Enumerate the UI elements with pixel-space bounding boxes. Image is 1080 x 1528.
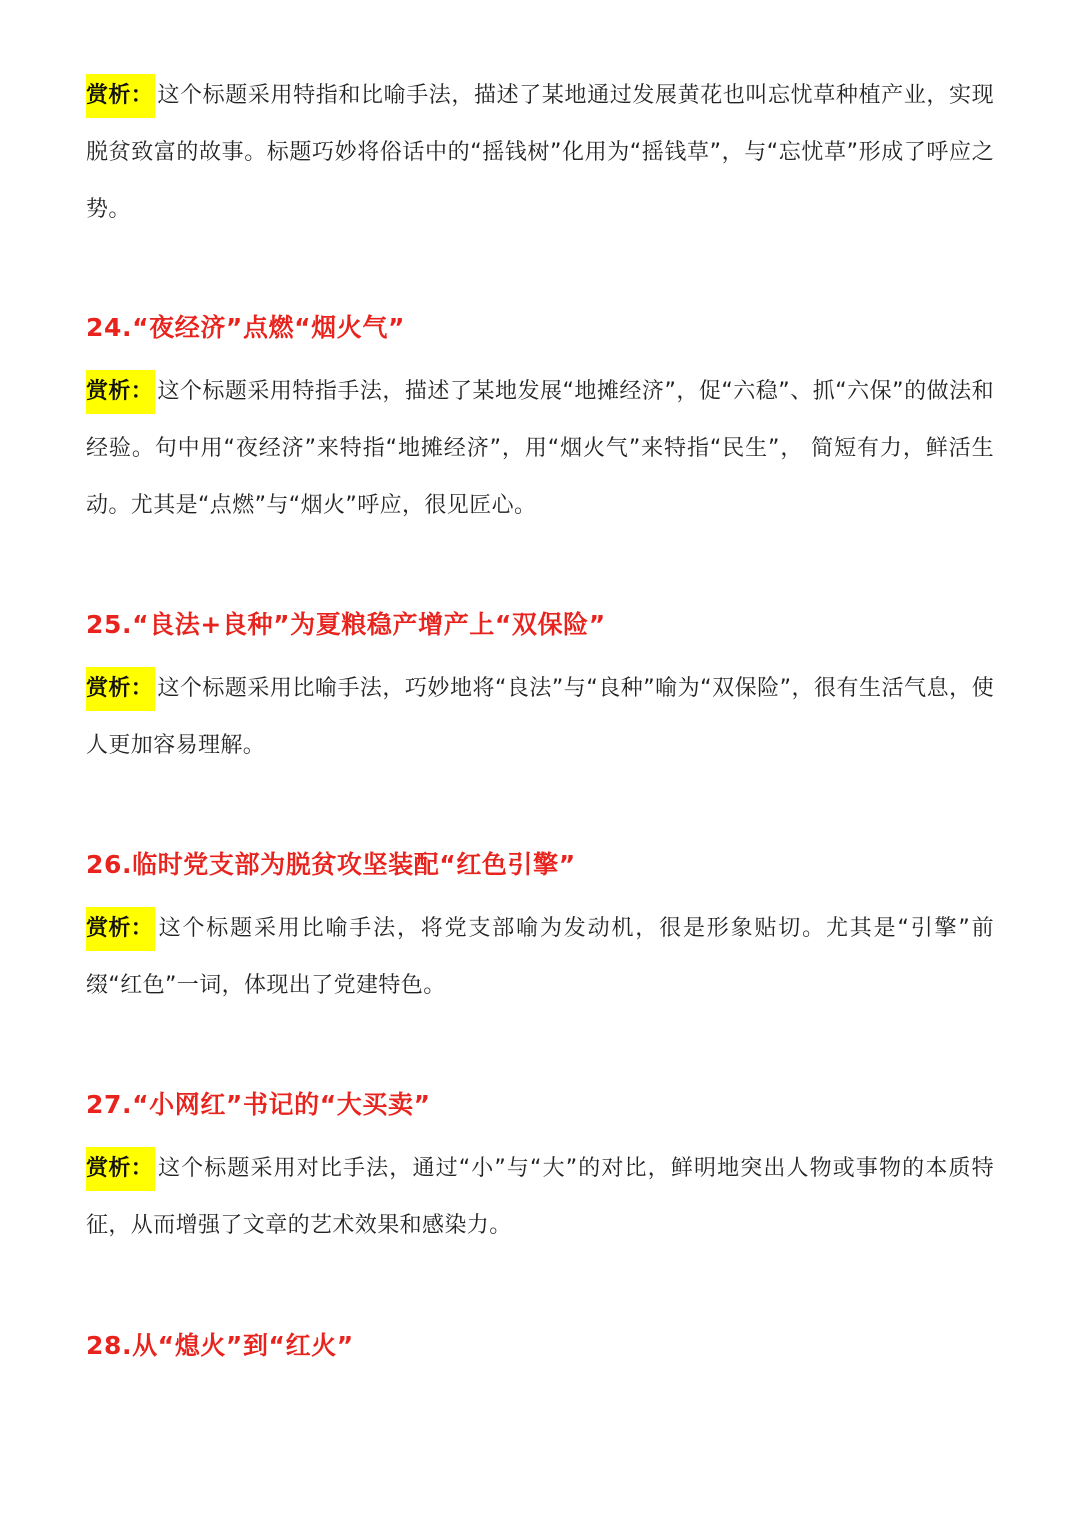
analysis-label: 赏析： xyxy=(86,370,155,414)
section-24-analysis xyxy=(86,363,994,534)
section-heading: 24.“夜经济”点燃“烟火气” xyxy=(86,313,406,342)
section-26-analysis xyxy=(86,900,994,1014)
section-28 xyxy=(86,1326,994,1366)
section-27-analysis xyxy=(86,1140,994,1254)
analysis-text: 这个标题采用比喻手法，将党支部喻为发动机，很是形象贴切。尤其是“引擎”前缀“红色”一词，体现出了党建特色。 xyxy=(86,916,994,998)
section-25 xyxy=(86,605,994,645)
analysis-paragraph xyxy=(86,67,994,238)
section-heading: 27.“小网红”书记的“大买卖” xyxy=(86,1090,431,1119)
section-23 xyxy=(86,67,994,238)
analysis-label: 赏析： xyxy=(86,667,155,711)
analysis-label: 赏析： xyxy=(86,1147,155,1191)
analysis-label: 赏析： xyxy=(86,74,155,118)
analysis-paragraph xyxy=(86,363,994,534)
section-26 xyxy=(86,845,994,885)
analysis-text: 这个标题采用对比手法，通过“小”与“大”的对比，鲜明地突出人物或事物的本质特征，从而增强了文章的艺术效果和感染力。 xyxy=(86,1156,994,1238)
section-27 xyxy=(86,1085,994,1125)
section-25-analysis xyxy=(86,660,994,774)
analysis-text: 这个标题采用特指和比喻手法，描述了某地通过发展黄花也叫忘忧草种植产业，实现脱贫致富的故事。标题巧妙将俗话中的“摇钱树”化用为“摇钱草”，与“忘忧草”形成了呼应之势。 xyxy=(86,83,994,222)
analysis-paragraph xyxy=(86,1140,994,1254)
analysis-paragraph xyxy=(86,900,994,1014)
section-24 xyxy=(86,308,994,348)
analysis-paragraph xyxy=(86,660,994,774)
analysis-text: 这个标题采用特指手法，描述了某地发展“地摊经济”，促“六稳”、抓“六保”的做法和经验。句中用“夜经济”来特指“地摊经济”，用“烟火气”来特指“民生”， 简短有力，鲜活生动。尤其是“点燃”与“烟火”呼应，很见匠心。 xyxy=(86,379,994,518)
section-heading: 28.从“熄火”到“红火” xyxy=(86,1331,354,1360)
analysis-label: 赏析： xyxy=(86,907,155,951)
analysis-text: 这个标题采用比喻手法，巧妙地将“良法”与“良种”喻为“双保险”，很有生活气息，使人更加容易理解。 xyxy=(86,676,994,758)
section-heading: 26.临时党支部为脱贫攻坚装配“红色引擎” xyxy=(86,850,576,879)
section-heading: 25.“良法+良种”为夏粮稳产增产上“双保险” xyxy=(86,610,606,639)
